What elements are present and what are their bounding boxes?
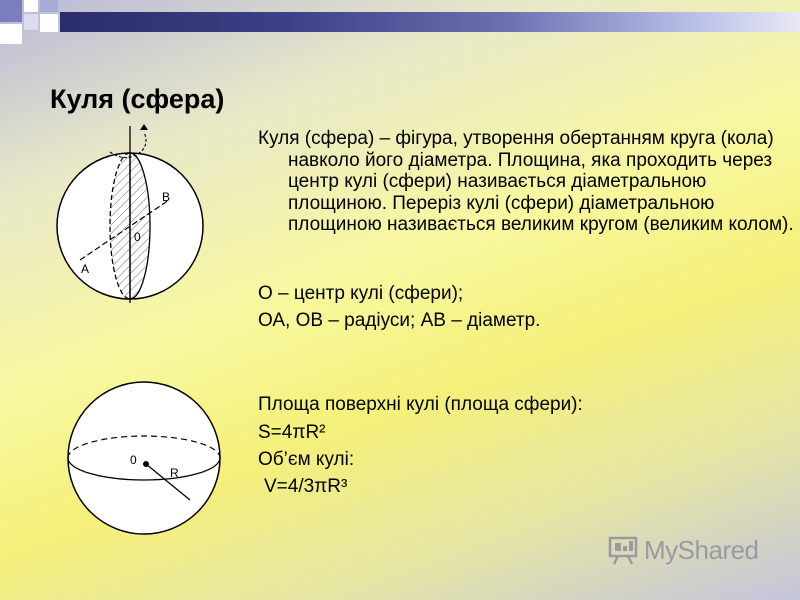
label-o: 0 bbox=[134, 230, 141, 244]
surface-area-formula: S=4πR² bbox=[258, 422, 326, 443]
decor-square bbox=[24, 0, 38, 12]
label-r: R bbox=[170, 466, 179, 480]
decor-square bbox=[0, 0, 22, 22]
definition-paragraph: Куля (сфера) – фігура, утворення обертанням круга (кола) навколо його діаметра. Площина, яка проходить через центр кулі (сфери) називається діаметральною площиною. Переріз кулі (сфери) діаметральною площиною називається великим кругом (великим колом). bbox=[258, 128, 794, 235]
watermark bbox=[608, 534, 759, 566]
slide-title: Куля (сфера) bbox=[50, 84, 225, 114]
decor-square bbox=[40, 14, 58, 32]
watermark-text: MyShared bbox=[644, 534, 759, 565]
surface-area-heading: Площа поверхні кулі (площа сфери): bbox=[258, 394, 583, 415]
label-a: A bbox=[81, 262, 90, 276]
volume-heading: Об’єм кулі: bbox=[258, 449, 355, 470]
decor-square bbox=[24, 14, 38, 30]
volume-formula: V=4/3πR³ bbox=[264, 476, 348, 497]
header-gradient-band bbox=[60, 12, 800, 32]
sphere-radius-figure bbox=[60, 380, 230, 540]
label-b: B bbox=[162, 190, 171, 204]
radius-diameter-definition: ОА, ОВ – радіуси; АВ – діаметр. bbox=[258, 310, 541, 331]
presentation-board-icon bbox=[608, 534, 640, 566]
rotation-arrow-head-icon bbox=[140, 124, 148, 130]
center-definition: О – центр кулі (сфери); bbox=[258, 283, 464, 304]
sphere-outline bbox=[68, 382, 220, 534]
decor-square bbox=[0, 24, 22, 44]
decor-square bbox=[40, 0, 58, 12]
sphere-diametral-plane-figure bbox=[48, 118, 218, 308]
label-o: 0 bbox=[130, 453, 137, 467]
header-decoration bbox=[0, 0, 800, 40]
